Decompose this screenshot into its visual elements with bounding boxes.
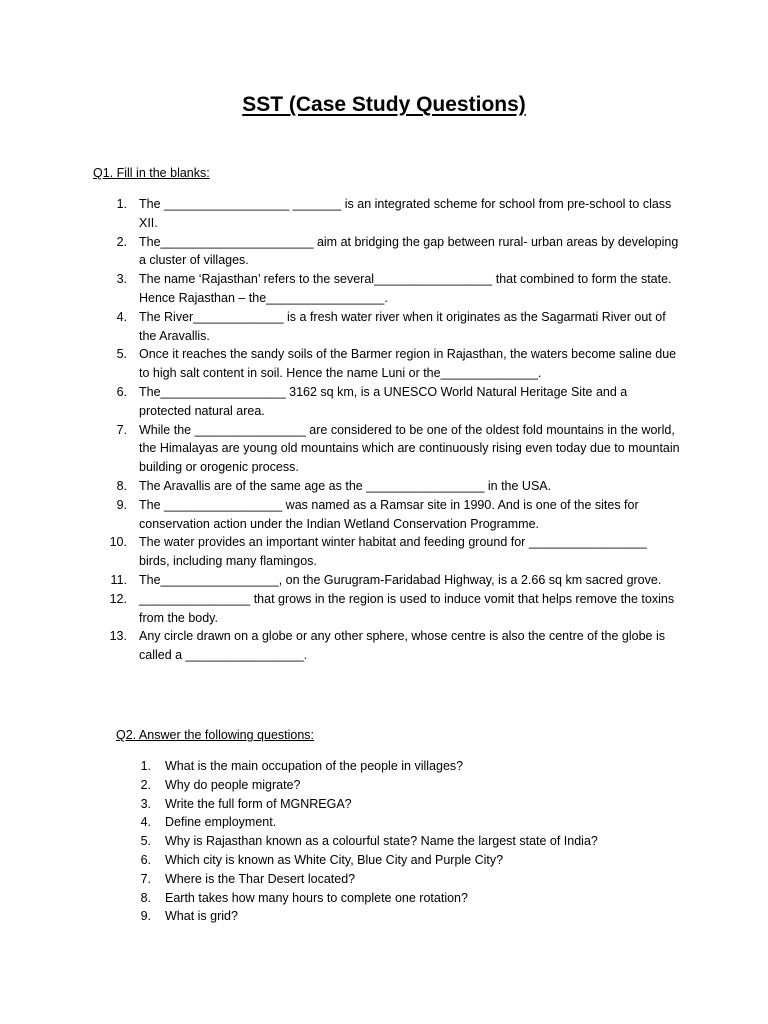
item-number: 3. xyxy=(140,796,151,811)
page-title: SST (Case Study Questions) xyxy=(242,93,526,116)
q2-heading: Q2. Answer the following questions: xyxy=(116,728,315,742)
item-text: ________________ that grows in the region is used to induce vomit that helps remove the toxins from the body. xyxy=(139,591,675,625)
list-item xyxy=(136,813,656,832)
q1-heading: Q1. Fill in the blanks: xyxy=(93,166,210,180)
list-item xyxy=(110,421,680,477)
item-text: Where is the Thar Desert located? xyxy=(165,871,356,886)
item-number: 3. xyxy=(116,272,127,287)
item-text: Any circle drawn on a globe or any other sphere, whose centre is also the centre of the globe is called a _________________. xyxy=(139,629,665,663)
item-text: The _________________ was named as a Ramsar site in 1990. And is one of the sites for conservation action under the Indian Wetland Conservation Programme. xyxy=(139,497,639,531)
item-text: Once it reaches the sandy soils of the Barmer region in Rajasthan, the waters become saline due to high salt content in soil. Hence the name Luni or the______________. xyxy=(139,347,677,381)
item-number: 10. xyxy=(109,535,127,550)
item-number: 1. xyxy=(140,759,151,773)
item-text: What is grid? xyxy=(165,909,238,924)
list-item xyxy=(110,383,680,421)
item-text: The_________________, on the Gurugram-Faridabad Highway, is a 2.66 sq km sacred grove. xyxy=(139,572,662,587)
item-number: 7. xyxy=(140,871,151,886)
item-text: The __________________ _______ is an integrated scheme for school from pre-school to class XII. xyxy=(139,197,672,230)
item-number: 4. xyxy=(140,815,151,830)
list-item xyxy=(110,590,680,628)
item-text: While the ________________ are considered to be one of the oldest fold mountains in the world, the Himalayas are young old mountains which are continuously rising even today due to mountain building or orogenic process. xyxy=(139,422,680,475)
item-number: 6. xyxy=(116,384,127,399)
list-item xyxy=(110,571,680,590)
list-item xyxy=(136,870,656,889)
item-text: What is the main occupation of the people in villages? xyxy=(165,759,464,773)
item-text: Why do people migrate? xyxy=(165,777,301,792)
item-text: Which city is known as White City, Blue City and Purple City? xyxy=(165,852,504,867)
item-number: 12. xyxy=(109,591,127,606)
list-item xyxy=(110,533,680,571)
item-text: The name ‘Rajasthan’ refers to the several_________________ that combined to form the state. Hence Rajasthan – the_________________. xyxy=(139,272,672,305)
list-item xyxy=(136,907,656,926)
item-number: 5. xyxy=(116,347,127,362)
list-item xyxy=(110,627,680,665)
item-text: The River_____________ is a fresh water river when it originates as the Sagarmati River out of the Aravallis. xyxy=(139,309,666,343)
list-item xyxy=(136,795,656,814)
list-item xyxy=(110,345,680,383)
item-number: 2. xyxy=(140,777,151,792)
list-item xyxy=(136,776,656,795)
item-number: 9. xyxy=(116,497,127,512)
item-text: Define employment. xyxy=(165,815,277,830)
list-item xyxy=(136,832,656,851)
list-item xyxy=(136,757,656,776)
list-item xyxy=(136,889,656,908)
list-item xyxy=(110,195,680,233)
item-number: 13. xyxy=(109,629,127,644)
list-item xyxy=(110,496,680,534)
item-number: 4. xyxy=(116,309,127,324)
item-number: 2. xyxy=(116,234,127,249)
item-text: Write the full form of MGNREGA? xyxy=(165,796,352,811)
item-number: 11. xyxy=(110,572,127,587)
q2-question-list xyxy=(136,757,656,926)
item-text: The__________________ 3162 sq km, is a UNESCO World Natural Heritage Site and a protected natural area. xyxy=(139,384,628,418)
item-number: 9. xyxy=(140,909,151,924)
item-number: 1. xyxy=(116,197,127,211)
list-item xyxy=(110,233,680,271)
item-text: Earth takes how many hours to complete one rotation? xyxy=(165,890,468,905)
item-number: 8. xyxy=(140,890,151,905)
list-item xyxy=(110,270,680,308)
item-text: Why is Rajasthan known as a colourful state? Name the largest state of India? xyxy=(165,834,598,849)
item-number: 8. xyxy=(116,478,127,493)
list-item xyxy=(110,477,680,496)
q1-question-list xyxy=(110,195,680,665)
item-text: The______________________ aim at bridging the gap between rural- urban areas by developing a cluster of villages. xyxy=(139,234,679,268)
item-number: 6. xyxy=(140,852,151,867)
item-number: 5. xyxy=(140,834,151,849)
list-item xyxy=(110,308,680,346)
item-number: 7. xyxy=(116,422,127,437)
item-text: The Aravallis are of the same age as the _________________ in the USA. xyxy=(139,478,552,493)
item-text: The water provides an important winter habitat and feeding ground for _________________ birds, including many flamingos. xyxy=(139,535,647,569)
list-item xyxy=(136,851,656,870)
